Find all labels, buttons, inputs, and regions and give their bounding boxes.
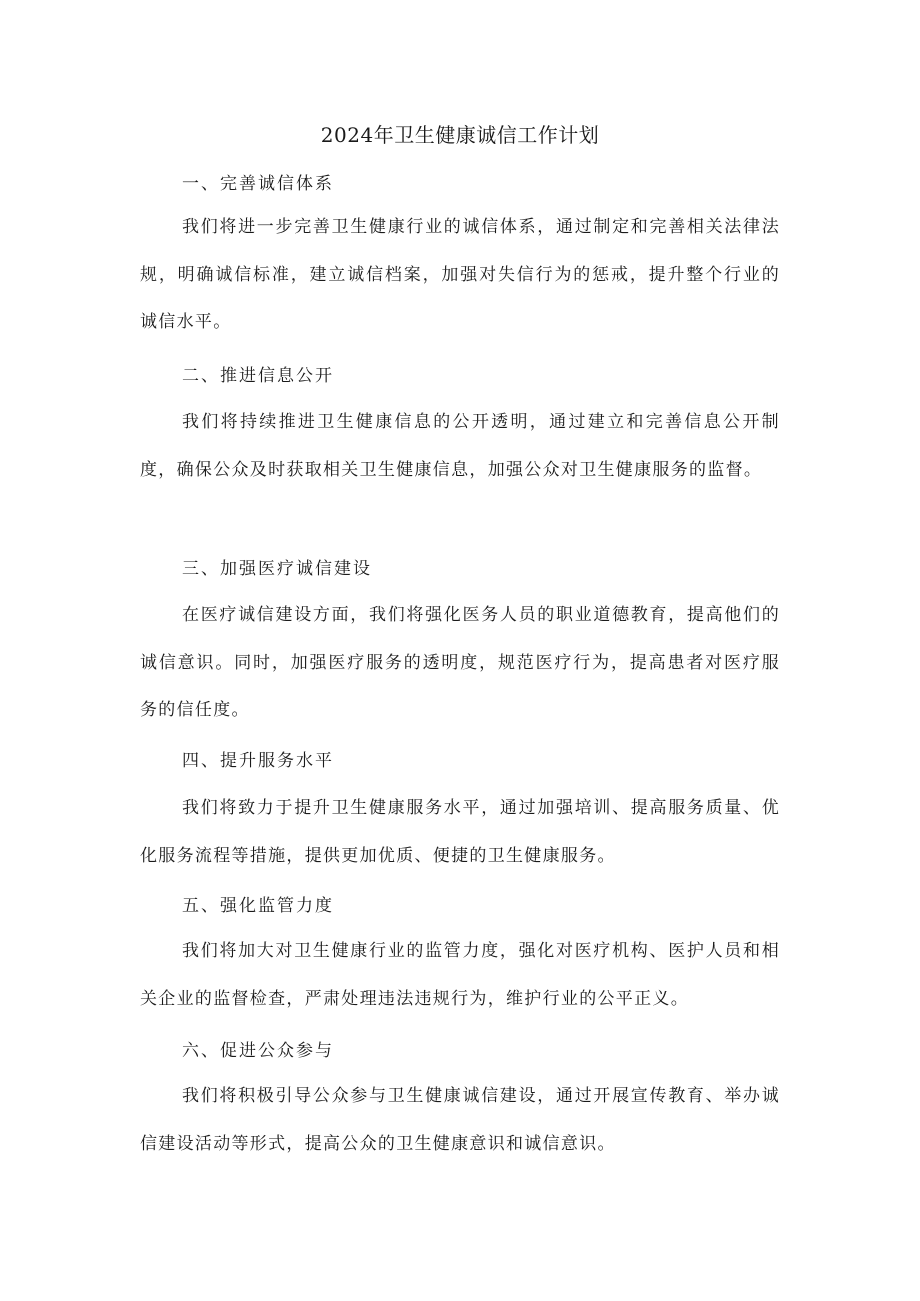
section-heading-4: 四、提升服务水平 (182, 751, 334, 771)
section-heading-6: 六、促进公众参与 (182, 1041, 334, 1061)
section-paragraph-3: 在医疗诚信建设方面，我们将强化医务人员的职业道德教育，提高他们的诚信意识。同时，加强医疗服务的透明度，规范医疗行为，提高患者对医疗服务的信任度。 (140, 605, 780, 720)
section-paragraph-5: 我们将加大对卫生健康行业的监管力度，强化对医疗机构、医护人员和相关企业的监督检查，严肃处理违法违规行为，维护行业的公平正义。 (140, 941, 780, 1009)
section-heading-1: 一、完善诚信体系 (182, 174, 334, 194)
section-paragraph-1: 我们将进一步完善卫生健康行业的诚信体系，通过制定和完善相关法律法规，明确诚信标准，建立诚信档案，加强对失信行为的惩戒，提升整个行业的诚信水平。 (140, 217, 780, 332)
section-paragraph-6: 我们将积极引导公众参与卫生健康诚信建设，通过开展宣传教育、举办诚信建设活动等形式，提高公众的卫生健康意识和诚信意识。 (140, 1086, 780, 1154)
section-paragraph-4: 我们将致力于提升卫生健康服务水平，通过加强培训、提高服务质量、优化服务流程等措施，提供更加优质、便捷的卫生健康服务。 (140, 798, 780, 866)
section-heading-2: 二、推进信息公开 (182, 366, 334, 386)
section-heading-3: 三、加强医疗诚信建设 (182, 559, 372, 579)
section-paragraph-2: 我们将持续推进卫生健康信息的公开透明，通过建立和完善信息公开制度，确保公众及时获取相关卫生健康信息，加强公众对卫生健康服务的监督。 (140, 412, 780, 480)
section-heading-5: 五、强化监管力度 (182, 896, 334, 916)
document-title: 2024年卫生健康诚信工作计划 (320, 123, 600, 147)
